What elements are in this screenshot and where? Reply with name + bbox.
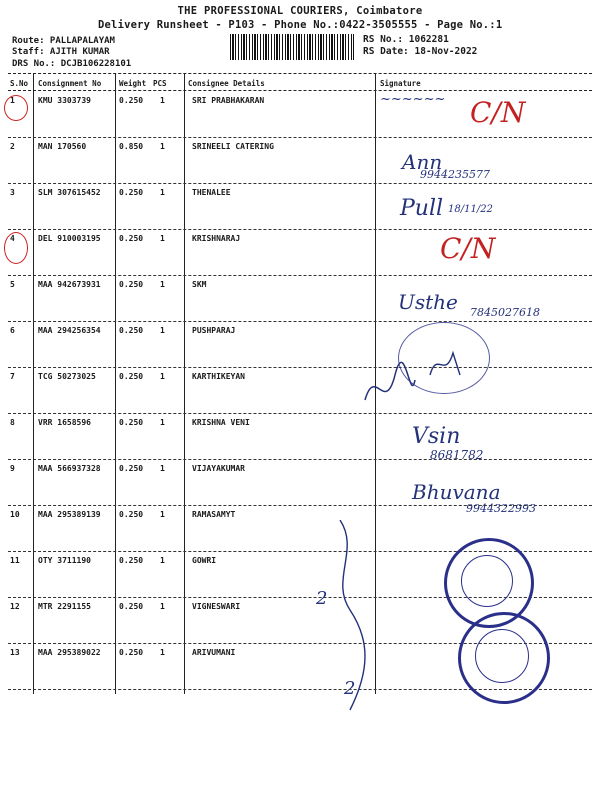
row-sno: 11 — [10, 556, 20, 565]
row-sno: 8 — [10, 418, 15, 427]
row-pcs: 1 — [160, 602, 165, 611]
row-consignment: MAA 942673931 — [38, 280, 101, 289]
col-pcs: PCS — [153, 79, 167, 88]
handwritten-phone: 7845027618 — [470, 306, 540, 319]
row-pcs: 1 — [160, 280, 165, 289]
row-weight: 0.250 — [119, 188, 144, 197]
row-weight: 0.250 — [119, 418, 144, 427]
ink-stroke — [320, 520, 380, 720]
signature-scribble: Vsin — [412, 424, 461, 449]
row-weight: 0.250 — [119, 510, 144, 519]
row-consignee: KRISHNA VENI — [192, 418, 250, 427]
header-bottom-rule — [8, 90, 592, 91]
row-consignee: RAMASAMYT — [192, 510, 236, 519]
col-consignee: Consignee Details — [188, 79, 265, 88]
row-sno: 5 — [10, 280, 15, 289]
row-sno: 1 — [10, 96, 15, 105]
row-consignee: SKM — [192, 280, 207, 289]
signature-scribble: Pull — [400, 196, 444, 221]
row-weight: 0.250 — [119, 234, 144, 243]
staff-label: Staff: AJITH KUMAR — [12, 47, 110, 57]
row-consignment: OTY 3711190 — [38, 556, 91, 565]
row-consignment: TCG 50273025 — [38, 372, 96, 381]
col-sno: S.No — [10, 79, 29, 88]
signature-scribble: ~~~~~~ — [380, 92, 446, 107]
row-consignment: VRR 1658596 — [38, 418, 91, 427]
row-consignment: MAN 170560 — [38, 142, 87, 151]
row-consignment: MAA 294256354 — [38, 326, 101, 335]
header-top-rule — [8, 73, 592, 74]
row-sno: 9 — [10, 464, 15, 473]
signature-scribble: Bhuvana — [412, 480, 501, 504]
row-sno: 13 — [10, 648, 20, 657]
margin-number: 2 — [316, 588, 328, 609]
row-consignment: SLM 307615452 — [38, 188, 101, 197]
table-row — [0, 230, 600, 276]
handwritten-phone: 9944322993 — [466, 502, 536, 515]
row-consignment: KMU 3303739 — [38, 96, 91, 105]
table-row — [0, 368, 600, 414]
row-weight: 0.250 — [119, 602, 144, 611]
col-consignment: Consignment No — [38, 79, 102, 88]
row-weight: 0.250 — [119, 280, 144, 289]
barcode — [230, 34, 354, 60]
table-row — [0, 322, 600, 368]
signature-scribble: Usthe — [398, 290, 458, 314]
row-pcs: 1 — [160, 556, 165, 565]
row-consignee: VIGNESWARI — [192, 602, 241, 611]
row-consignee: VIJAYAKUMAR — [192, 464, 245, 473]
table-row — [0, 184, 600, 230]
col-signature: Signature — [380, 79, 421, 88]
row-pcs: 1 — [160, 234, 165, 243]
cn-mark: C/N — [470, 96, 526, 129]
table-row — [0, 138, 600, 184]
route-label: Route: PALLAPALAYAM — [12, 36, 115, 46]
handwritten-phone: 8681782 — [430, 448, 484, 462]
company-title: THE PROFESSIONAL COURIERS, Coimbatore — [177, 5, 423, 17]
row-pcs: 1 — [160, 326, 165, 335]
row-pcs: 1 — [160, 648, 165, 657]
runsheet-title: Delivery Runsheet - P103 - Phone No.:0422-3505555 - Page No.:1 — [98, 19, 503, 31]
row-consignee: GOWRI — [192, 556, 217, 565]
row-sno: 6 — [10, 326, 15, 335]
row-consignment: MTR 2291155 — [38, 602, 91, 611]
row-pcs: 1 — [160, 188, 165, 197]
row-sno: 7 — [10, 372, 15, 381]
rs-date: RS Date: 18-Nov-2022 — [363, 46, 478, 57]
signature-scribble: Ann — [402, 150, 443, 174]
row-consignee: ARIVUMANI — [192, 648, 236, 657]
margin-number: 2 — [344, 678, 356, 699]
row-weight: 0.250 — [119, 96, 144, 105]
row-sno: 3 — [10, 188, 15, 197]
row-sno: 4 — [10, 234, 15, 243]
row-sno: 10 — [10, 510, 20, 519]
red-circle-mark — [4, 232, 28, 264]
row-consignee: SRINEELI CATERING — [192, 142, 274, 151]
row-pcs: 1 — [160, 464, 165, 473]
table-row — [0, 414, 600, 460]
cn-mark: C/N — [440, 232, 496, 265]
row-weight: 0.250 — [119, 372, 144, 381]
red-circle-mark — [4, 95, 28, 121]
company-stamp — [398, 322, 490, 394]
rs-info — [363, 34, 477, 58]
row-weight: 0.250 — [119, 648, 144, 657]
row-consignee: KARTHIKEYAN — [192, 372, 245, 381]
row-consignee: SRI PRABHAKARAN — [192, 96, 265, 105]
row-pcs: 1 — [160, 372, 165, 381]
row-consignee: PUSHPARAJ — [192, 326, 236, 335]
handwritten-phone: 9944235577 — [420, 168, 490, 181]
row-pcs: 1 — [160, 142, 165, 151]
rs-number: RS No.: 1062281 — [363, 34, 449, 45]
row-pcs: 1 — [160, 510, 165, 519]
col-weight: Weight — [119, 79, 147, 88]
row-sno: 2 — [10, 142, 15, 151]
row-consignment: MAA 295389022 — [38, 648, 101, 657]
row-consignment: MAA 566937328 — [38, 464, 101, 473]
row-sno: 12 — [10, 602, 20, 611]
company-stamp — [458, 612, 550, 704]
row-consignment: MAA 295389139 — [38, 510, 101, 519]
drs-number: DRS No.: DCJB106228101 — [12, 59, 132, 69]
row-consignee: KRISHNARAJ — [192, 234, 241, 243]
row-pcs: 1 — [160, 418, 165, 427]
table-row — [0, 460, 600, 506]
row-pcs: 1 — [160, 96, 165, 105]
row-consignment: DEL 910003195 — [38, 234, 101, 243]
row-weight: 0.250 — [119, 556, 144, 565]
row-weight: 0.250 — [119, 464, 144, 473]
row-consignee: THENALEE — [192, 188, 231, 197]
row-weight: 0.850 — [119, 142, 144, 151]
handwritten-date: 18/11/22 — [448, 204, 493, 215]
row-weight: 0.250 — [119, 326, 144, 335]
